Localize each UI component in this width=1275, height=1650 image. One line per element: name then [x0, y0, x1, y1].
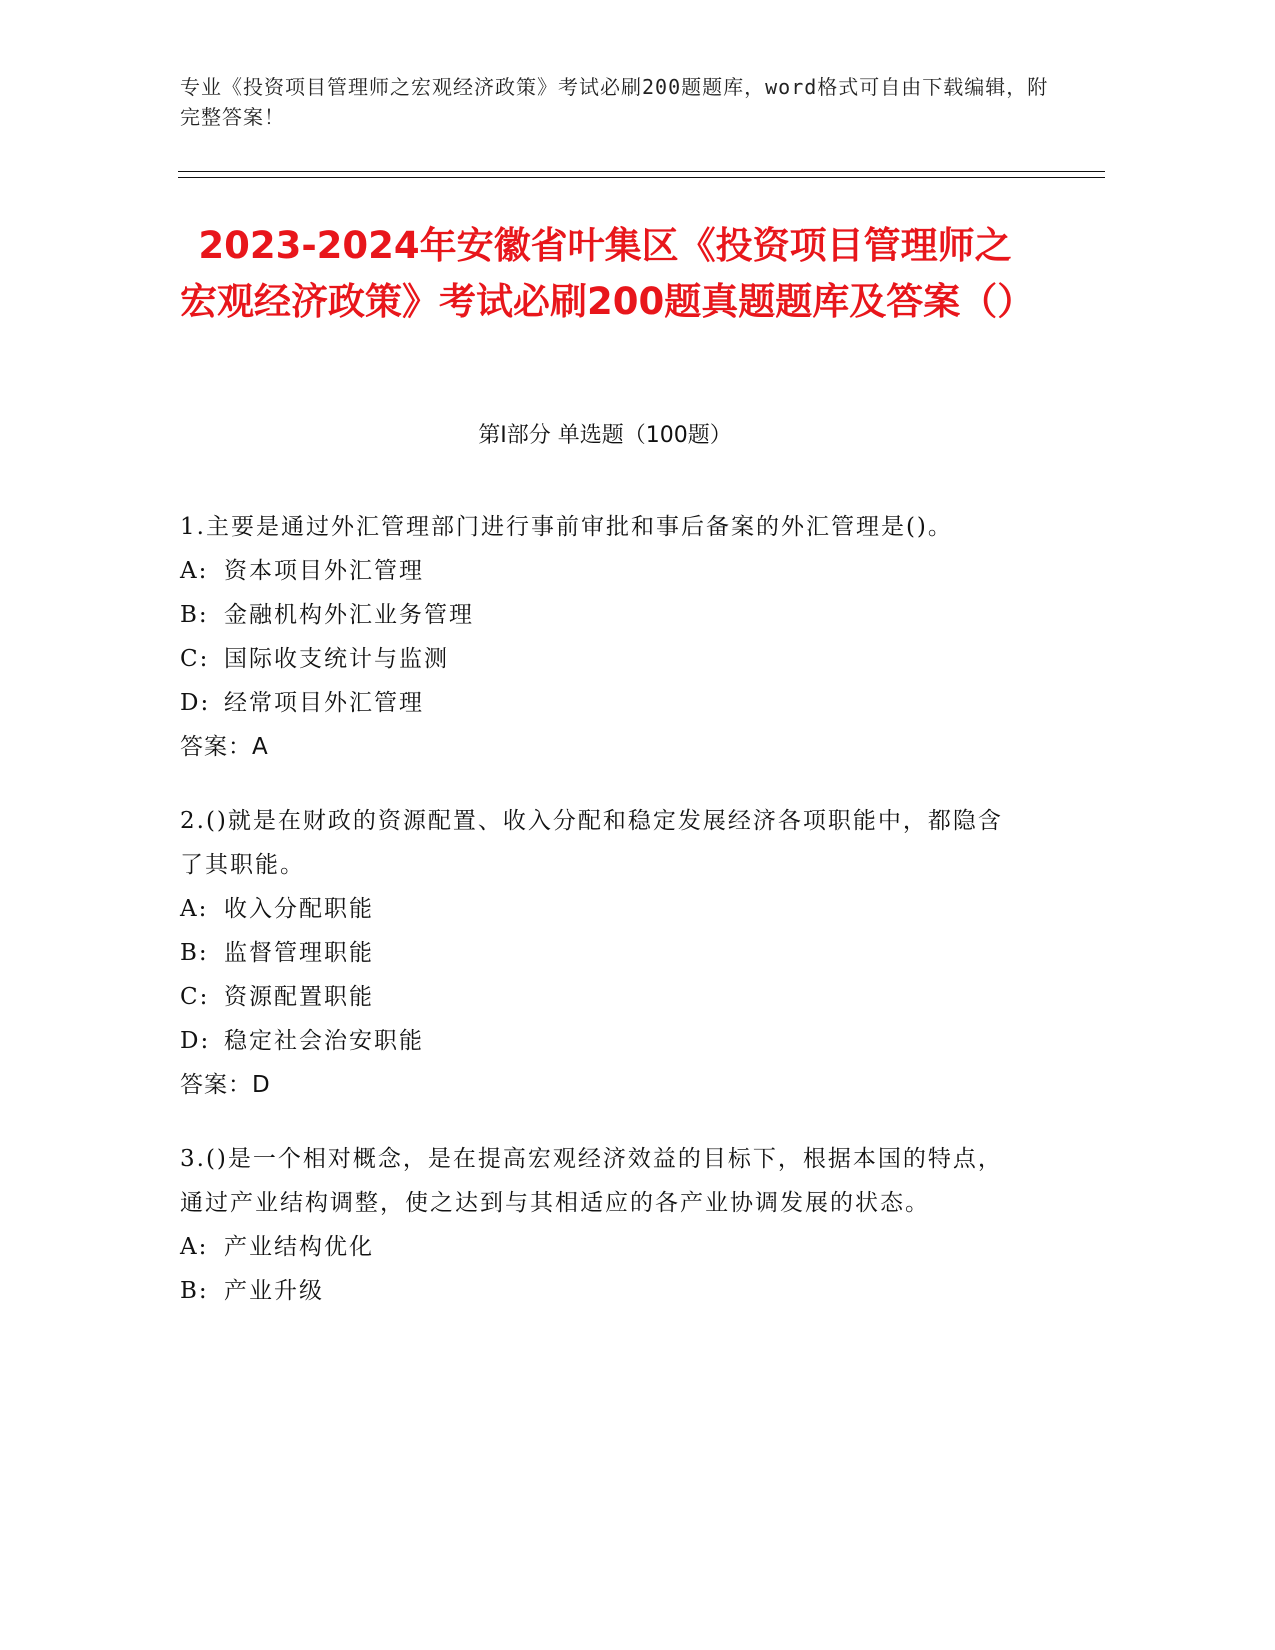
question-3 [180, 1137, 1020, 1313]
option-letter: B: [180, 1278, 209, 1304]
option-a [180, 887, 1020, 931]
option-text: 资源配置职能 [224, 984, 374, 1010]
header-divider-bottom [178, 177, 1105, 178]
option-text: 资本项目外汇管理 [224, 558, 424, 584]
option-letter: A: [180, 896, 209, 922]
option-d [180, 681, 1020, 725]
option-text: 金融机构外汇业务管理 [224, 602, 474, 628]
option-text: 产业结构优化 [224, 1234, 374, 1260]
option-letter: B: [180, 940, 209, 966]
option-letter: D: [180, 690, 211, 716]
answer-line: 答案：D [180, 1072, 271, 1098]
header-note: 专业《投资项目管理师之宏观经济政策》考试必刷200题题库，word格式可自由下载编辑，附完整答案！ [180, 75, 1049, 129]
option-letter: A: [180, 1234, 209, 1260]
option-d [180, 1019, 1020, 1063]
question-2 [180, 799, 1020, 1107]
question-list [180, 505, 1020, 1343]
option-text: 收入分配职能 [224, 896, 374, 922]
option-letter: C: [180, 984, 210, 1010]
option-text: 监督管理职能 [224, 940, 374, 966]
option-b [180, 593, 1020, 637]
question-stem: 1.主要是通过外汇管理部门进行事前审批和事后备案的外汇管理是()。 [180, 514, 953, 540]
question-stem: 2.()就是在财政的资源配置、收入分配和稳定发展经济各项职能中，都隐含了其职能。 [180, 808, 1003, 878]
option-letter: B: [180, 602, 209, 628]
option-b [180, 931, 1020, 975]
option-text: 经常项目外汇管理 [224, 690, 424, 716]
option-text: 产业升级 [224, 1278, 324, 1304]
option-c [180, 975, 1020, 1019]
option-letter: C: [180, 646, 210, 672]
section-title: 第Ⅰ部分 单选题（100题） [478, 423, 732, 448]
option-c [180, 637, 1020, 681]
option-a [180, 549, 1020, 593]
option-a [180, 1225, 1020, 1269]
document-title: 2023-2024年安徽省叶集区《投资项目管理师之宏观经济政策》考试必刷200题真题题库及答案（） [180, 224, 1035, 323]
option-b [180, 1269, 1020, 1313]
header-divider-top [178, 171, 1105, 172]
option-text: 稳定社会治安职能 [224, 1028, 424, 1054]
answer-line: 答案：A [180, 734, 269, 760]
option-text: 国际收支统计与监测 [224, 646, 449, 672]
question-stem: 3.()是一个相对概念，是在提高宏观经济效益的目标下，根据本国的特点，通过产业结构调整，使之达到与其相适应的各产业协调发展的状态。 [180, 1146, 1003, 1216]
question-1 [180, 505, 1020, 769]
option-letter: D: [180, 1028, 211, 1054]
option-letter: A: [180, 558, 209, 584]
